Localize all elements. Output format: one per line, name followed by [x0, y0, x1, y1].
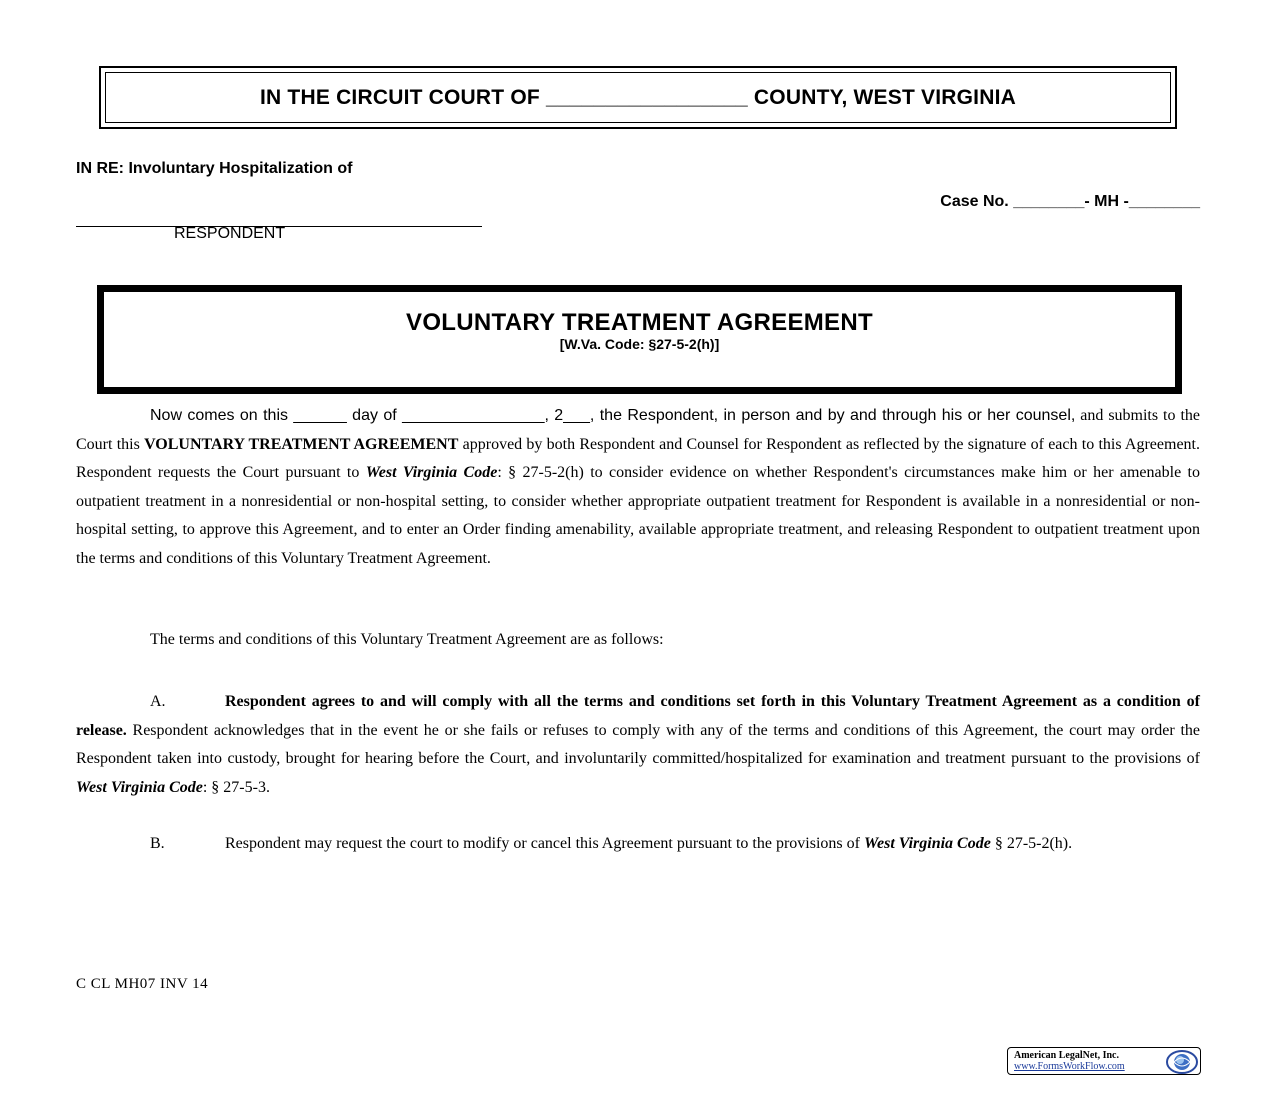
document-title-box — [97, 285, 1182, 394]
court-header-box — [99, 66, 1177, 129]
globe-icon — [1164, 1048, 1198, 1075]
statute-citation: [W.Va. Code: §27-5-2(h)] — [559, 336, 720, 352]
term-a-code-ref: West Virginia Code — [76, 778, 203, 796]
document-title: VOLUNTARY TREATMENT AGREEMENT — [406, 309, 873, 336]
opening-text-2: approved by both Respondent and Counsel for Respondent as reflected by the signature of each to this Agreement. Respondent requests the Court pursuant to — [76, 435, 1201, 482]
form-code: C CL MH07 INV 14 — [76, 976, 209, 992]
opening-code-ref: West Virginia Code — [365, 464, 498, 482]
term-b-letter: B. — [150, 835, 165, 852]
term-b-text: Respondent may request the court to modify or cancel this Agreement pursuant to the provisions of — [225, 835, 864, 852]
term-a-bold: Respondent agrees to and will comply with all the terms and conditions set forth in this Voluntary Treatment Agreement as a condition of release. — [76, 693, 1200, 739]
opening-bold-title: VOLUNTARY TREATMENT AGREEMENT — [144, 435, 459, 453]
term-b-code-ref: West Virginia Code — [863, 835, 991, 852]
court-title: IN THE CIRCUIT COURT OF _________________ COUNTY, WEST VIRGINIA — [260, 85, 1016, 109]
term-a-letter: A. — [150, 693, 166, 710]
term-b — [76, 830, 1200, 859]
opening-text-1: and submits to the Court this — [76, 407, 1200, 453]
terms-intro: The terms and conditions of this Voluntary Treatment Agreement are as follows: — [150, 631, 664, 648]
logo-company-name: American LegalNet, Inc. — [1014, 1050, 1119, 1061]
respondent-label: RESPONDENT — [174, 225, 286, 242]
legalnet-logo[interactable] — [1007, 1047, 1201, 1075]
case-number: Case No. ________- MH -________ — [940, 193, 1200, 210]
opening-lead: Now comes on this ______ day of ________________, 2___, the Respondent, in person and by and through his or her counsel, — [150, 407, 1076, 424]
opening-text-3: : § 27-5-2(h) to consider evidence on whether Respondent's circumstances make him or her amenable to outpatient treatment in a nonresidential or non-hospital setting, to consider whether appropriate outpatient treatment for Respondent is available in a nonresidential or non-hospital setting, to approve this Agreement, and to enter an Order finding amenability, available appropriate treatment, and releasing Respondent to outpatient treatment upon the terms and conditions of this Voluntary Treatment Agreement. — [76, 464, 1201, 567]
term-a-text-end: : § 27-5-3. — [202, 778, 270, 796]
logo-url-link[interactable]: www.FormsWorkFlow.com — [1014, 1061, 1125, 1072]
term-a — [76, 688, 1200, 802]
court-header-inner — [105, 72, 1171, 123]
in-re-label: IN RE: Involuntary Hospitalization of — [76, 160, 353, 177]
term-a-text: Respondent acknowledges that in the event he or she fails or refuses to comply with any of the terms and conditions of this Agreement, the court may order the Respondent taken into custody, brought for hearing before the Court, and involuntarily committed/hospitalized for examination and treatment pursuant to the provisions of — [76, 721, 1200, 768]
opening-paragraph — [76, 402, 1200, 574]
term-b-text-end: § 27-5-2(h). — [990, 835, 1073, 852]
